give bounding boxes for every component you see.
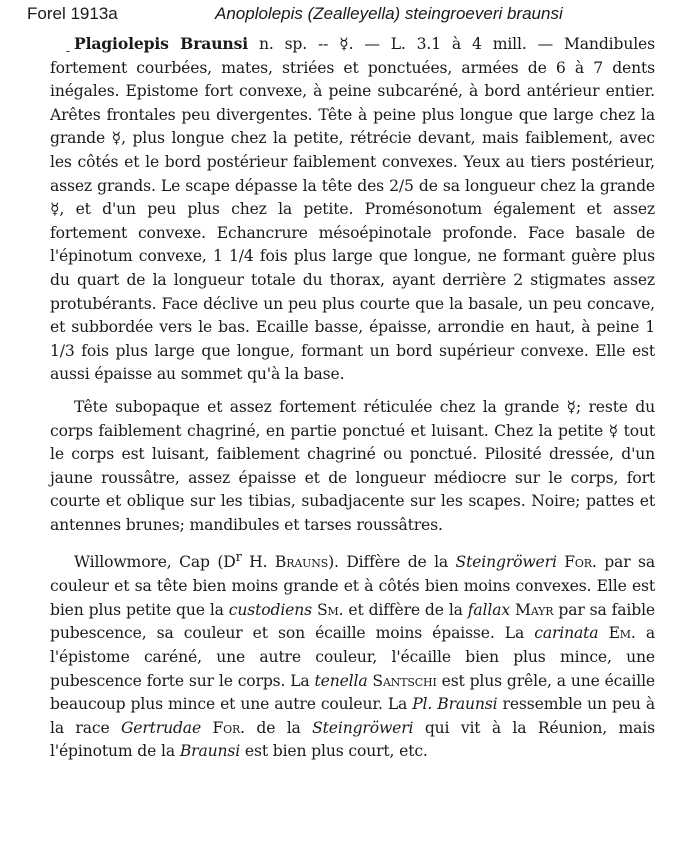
author-ref: For. xyxy=(212,718,245,737)
taxon-ref: fallax xyxy=(467,600,511,619)
taxon-ref: Steingröweri xyxy=(455,553,557,572)
taxon-ref: tenella xyxy=(314,671,368,690)
page-header xyxy=(0,0,685,30)
document-body xyxy=(50,32,655,773)
author-ref: Em. xyxy=(608,624,636,643)
text-run: et diffère de la xyxy=(343,600,468,619)
taxon-ref: carinata xyxy=(534,624,599,643)
text-run: par sa faible pubescence, sa couleur et son écaille moins épaisse. La xyxy=(50,600,655,643)
taxon-ref: custodiens xyxy=(228,600,312,619)
text-run: est bien plus court, etc. xyxy=(240,742,428,761)
text-run: de la xyxy=(244,718,313,737)
text-run: ). Diffère de la xyxy=(328,553,456,572)
author-ref: Mayr xyxy=(515,600,554,619)
text-run xyxy=(201,719,212,737)
species-name: Plagiolepis Braunsi xyxy=(74,34,249,53)
taxon-ref: Pl. Braunsi xyxy=(412,695,498,714)
taxon-ref: Gertrudae xyxy=(120,718,202,737)
taxon-ref: Braunsi xyxy=(179,742,241,761)
text-run: a l'épistome caréné, une autre couleur, l'écaille bien plus mince, une pubescence forte sur le corps. La xyxy=(50,624,655,690)
text-run: H. xyxy=(241,553,275,572)
text-run: par sa couleur et sa tête bien moins grande et à côtés bien moins convexes. Elle est bien plus petite que la xyxy=(50,553,655,619)
taxon-ref: Steingröweri xyxy=(312,718,414,737)
text-run: est plus grêle, a une écaille beaucoup plus mince et une autre couleur. La xyxy=(50,671,656,714)
title-superscript: r xyxy=(235,550,242,566)
coloration-paragraph xyxy=(50,396,655,538)
bullet-mark: - xyxy=(66,44,70,58)
collector-name: Brauns xyxy=(274,553,329,572)
text-run: qui vit à la Réunion, mais l'épinotum de la xyxy=(50,718,655,761)
text-run: ressemble un peu à la race xyxy=(50,695,655,737)
citation-label: Forel 1913a xyxy=(27,4,118,23)
locality-text: Willowmore, Cap (D xyxy=(74,553,236,572)
author-ref: Sm. xyxy=(316,600,344,619)
description-text: n. sp. -- ☿. — L. 3.1 à 4 mill. — Mandibules fortement courbées, mates, striées et ponctuées, armées de 6 à 7 dents inégales. Epistome fort convexe, à peine subcaréné, à bord antérieur entier. Arêtes frontales peu divergentes. Tête à peine plus longue que large chez la grande ☿, plus longue chez la petite, rétrécie devant, mais faiblement, avec les côtés et le bord postérieur faiblement convexes. Yeux au tiers postérieur, assez grands. Le scape dépasse la tête des 2/5 de sa longueur chez la grande ☿, et d'un peu plus chez la petite. Promésonotum également et assez fortement convexe. Echancrure mésoépinotale profonde. Face basale de l'épinotum convexe, 1 1/4 fois plus large que longue, ne formant guère plus du quart de la longueur totale du thorax, ayant derrière 2 stigmates assez protubérants. Face déclive un peu plus courte que la basale, un peu concave, et subbordée vers le bas. Ecaille basse, épaisse, arrondie en haut, à peine 1 1/3 fois plus large que longue, formant un bord supérieur convexe. Elle est aussi épaisse au sommet qu'à la base. xyxy=(50,35,655,384)
text-run xyxy=(598,624,608,642)
coloration-text: Tête subopaque et assez fortement réticulée chez la grande ☿; reste du corps faiblement chagriné, en partie ponctué et luisant. Chez la petite ☿ tout le corps est luisant, faiblement chagriné ou ponctué. Pilosité dressée, d'un jaune roussâtre, assez épaisse et de longueur médiocre sur le corps, fort courte et oblique sur les tibias, subadjacente sur les scapes. Noire; pattes et antennes brunes; mandibules et tarses roussâtres. xyxy=(50,397,655,534)
description-paragraph xyxy=(50,32,655,387)
author-ref: Santschi xyxy=(372,671,437,690)
taxon-title: Anoplolepis (Zealleyella) steingroeveri braunsi xyxy=(215,4,563,23)
author-ref: For. xyxy=(564,553,597,572)
comparison-paragraph xyxy=(50,546,655,764)
